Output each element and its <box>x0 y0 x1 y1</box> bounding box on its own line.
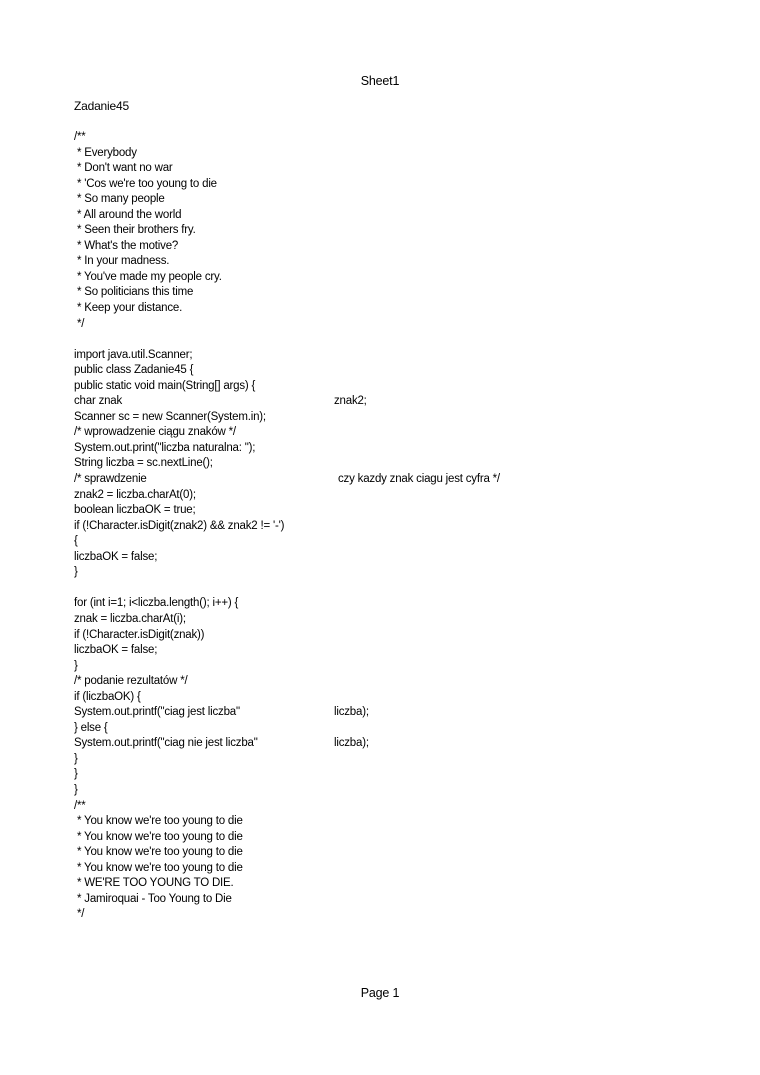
code-line <box>74 736 694 752</box>
code-line <box>74 907 694 923</box>
code-line-column2: czy kazdy znak ciagu jest cyfra */ <box>338 473 500 486</box>
code-line-text: } else { <box>74 721 108 734</box>
code-line-text: * You know we're too young to die <box>74 846 243 859</box>
code-line <box>74 503 694 519</box>
code-line <box>74 223 694 239</box>
code-line <box>74 519 694 535</box>
code-line <box>74 394 694 410</box>
code-line <box>74 876 694 892</box>
code-line <box>74 192 694 208</box>
code-line <box>74 208 694 224</box>
code-line <box>74 752 694 768</box>
code-line <box>74 488 694 504</box>
code-line-column2: znak2; <box>334 395 367 408</box>
code-line <box>74 581 694 597</box>
code-line-text: * You know we're too young to die <box>74 830 243 843</box>
code-line <box>74 161 694 177</box>
code-line-text: * Seen their brothers fry. <box>74 224 196 237</box>
code-line <box>74 643 694 659</box>
code-line-text: /* podanie rezultatów */ <box>74 675 188 688</box>
code-line-text: */ <box>74 908 85 921</box>
code-line-text: * Jamiroquai - Too Young to Die <box>74 892 232 905</box>
code-line-text: * 'Cos we're too young to die <box>74 177 217 190</box>
code-line <box>74 441 694 457</box>
code-line-text: if (liczbaOK) { <box>74 690 141 703</box>
code-line-text: } <box>74 659 78 672</box>
code-line-text: * All around the world <box>74 208 182 221</box>
code-line-text: if (!Character.isDigit(znak)) <box>74 628 205 641</box>
code-line-text: * What's the motive? <box>74 239 179 252</box>
code-line-text: System.out.printf("ciag jest liczba" <box>74 706 240 719</box>
code-line-text: * WE'RE TOO YOUNG TO DIE. <box>74 877 234 890</box>
code-line-column2: liczba); <box>334 706 369 719</box>
code-line <box>74 285 694 301</box>
cell-heading: Zadanie45 <box>74 99 129 113</box>
code-line <box>74 363 694 379</box>
code-line-text: * Everybody <box>74 146 137 159</box>
code-line-text: * So politicians this time <box>74 286 194 299</box>
code-line <box>74 659 694 675</box>
code-line <box>74 254 694 270</box>
code-line-text: /** <box>74 799 86 812</box>
code-line <box>74 146 694 162</box>
sheet-title: Sheet1 <box>360 74 400 88</box>
code-line <box>74 612 694 628</box>
code-line <box>74 892 694 908</box>
code-line <box>74 767 694 783</box>
code-line <box>74 565 694 581</box>
code-line-text: public static void main(String[] args) { <box>74 379 256 392</box>
code-line-text: for (int i=1; i<liczba.length(); i++) { <box>74 597 239 610</box>
code-line <box>74 783 694 799</box>
code-line <box>74 379 694 395</box>
code-line <box>74 317 694 333</box>
code-line <box>74 596 694 612</box>
code-line-text: import java.util.Scanner; <box>74 348 193 361</box>
code-line <box>74 721 694 737</box>
code-line-text: * You know we're too young to die <box>74 815 243 828</box>
code-line <box>74 799 694 815</box>
code-line <box>74 705 694 721</box>
code-line-text: char znak <box>74 395 123 408</box>
code-line-text: if (!Character.isDigit(znak2) && znak2 != '-') <box>74 519 285 532</box>
code-line-text: /** <box>74 131 86 143</box>
code-line <box>74 690 694 706</box>
code-line-text: System.out.print("liczba naturalna: "); <box>74 441 256 454</box>
code-line-text: znak2 = liczba.charAt(0); <box>74 488 196 501</box>
code-line <box>74 472 694 488</box>
code-line-text: } <box>74 566 78 579</box>
code-line-text: liczbaOK = false; <box>74 550 158 563</box>
code-line <box>74 861 694 877</box>
code-line <box>74 130 694 146</box>
code-line <box>74 534 694 550</box>
code-line <box>74 425 694 441</box>
code-line-text: * Don't want no war <box>74 162 173 175</box>
code-line <box>74 830 694 846</box>
page-footer: Page 1 <box>360 986 400 1000</box>
code-line-text: { <box>74 535 78 548</box>
code-line-text: * Keep your distance. <box>74 302 183 315</box>
code-line-text: /* wprowadzenie ciągu znaków */ <box>74 426 236 439</box>
code-line-text: * You've made my people cry. <box>74 270 222 283</box>
code-line <box>74 301 694 317</box>
code-line-text: * You know we're too young to die <box>74 861 243 874</box>
code-line <box>74 674 694 690</box>
code-line <box>74 239 694 255</box>
code-line-text: boolean liczbaOK = true; <box>74 504 196 517</box>
code-line <box>74 456 694 472</box>
code-line <box>74 270 694 286</box>
code-line-text: znak = liczba.charAt(i); <box>74 612 186 625</box>
code-line-text: Scanner sc = new Scanner(System.in); <box>74 410 266 423</box>
code-line-text: liczbaOK = false; <box>74 644 158 657</box>
cell-lines <box>74 130 694 923</box>
code-line-column2: liczba); <box>334 737 369 750</box>
code-line-text: } <box>74 752 78 765</box>
code-line-text: /* sprawdzenie <box>74 473 147 486</box>
code-line-text: System.out.printf("ciag nie jest liczba" <box>74 737 258 750</box>
code-line-text: public class Zadanie45 { <box>74 364 194 377</box>
code-line <box>74 550 694 566</box>
code-line <box>74 348 694 364</box>
code-line <box>74 845 694 861</box>
code-line-text: String liczba = sc.nextLine(); <box>74 457 213 470</box>
code-line-text: */ <box>74 317 85 330</box>
code-line <box>74 410 694 426</box>
code-line-text: } <box>74 768 78 781</box>
code-line-text: * So many people <box>74 193 165 206</box>
code-line <box>74 177 694 193</box>
code-line <box>74 332 694 348</box>
code-line <box>74 628 694 644</box>
code-line-text: } <box>74 783 78 796</box>
code-line-text: * In your madness. <box>74 255 170 268</box>
code-line <box>74 814 694 830</box>
